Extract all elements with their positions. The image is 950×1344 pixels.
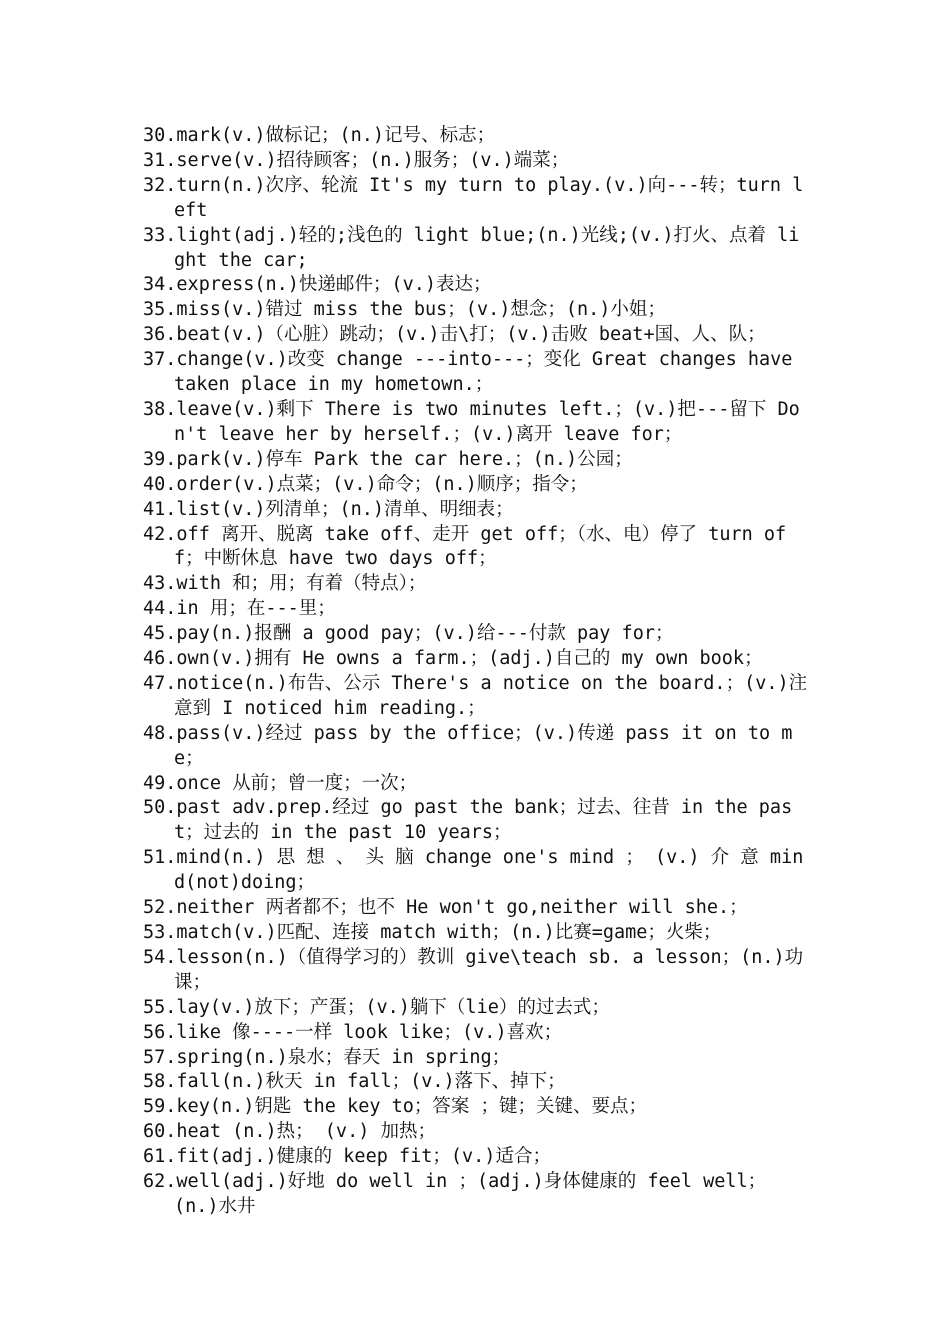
vocabulary-list	[143, 124, 808, 1220]
list-item: 47.notice(n.)布告、公示 There's a notice on the board.；(v.)注意到 I noticed him reading.；	[143, 672, 808, 719]
list-item: 43.with 和；用；有着（特点）；	[143, 573, 427, 595]
list-item: 59.key(n.)钥匙 the key to；答案 ；键；关键、要点；	[143, 1096, 648, 1118]
list-item: 40.order(v.)点菜；(v.)命令；(n.)顺序；指令；	[143, 473, 588, 495]
list-item: 57.spring(n.)泉水；春天 in spring；	[143, 1046, 511, 1068]
list-item: 52.neither 两者都不；也不 He won't go,neither will she.；	[143, 897, 748, 919]
list-item: 34.express(n.)快递邮件；(v.)表达；	[143, 274, 492, 296]
list-item: 45.pay(n.)报酬 a good pay；(v.)给---付款 pay for；	[143, 623, 674, 645]
list-item: 44.in 用；在---里；	[143, 598, 336, 620]
list-item: 51.mind(n.) 思 想 、 头 脑 change one's mind ； (v.) 介 意 mind(not)doing；	[143, 847, 804, 894]
list-item: 61.fit(adj.)健康的 keep fit；(v.)适合；	[143, 1146, 551, 1168]
list-item: 39.park(v.)停车 Park the car here.；(n.)公园；	[143, 448, 633, 470]
list-item: 53.match(v.)匹配、连接 match with；(n.)比赛=game；火柴；	[143, 922, 722, 943]
list-item: 50.past adv.prep.经过 go past the bank；过去、往昔 in the past；过去的 in the past 10 years；	[143, 797, 793, 844]
list-item: 36.beat(v.)（心脏）跳动；(v.)击\打；(v.)击败 beat+国、人、队；	[143, 324, 766, 346]
list-item: 46.own(v.)拥有 He owns a farm.；(adj.)自己的 my own book；	[143, 648, 763, 670]
list-item: 56.like 像----一样 look like；(v.)喜欢；	[143, 1021, 563, 1043]
list-item: 37.change(v.)改变 change ---into---；变化 Great changes have taken place in my hometown.；	[143, 349, 793, 396]
list-item: 30.mark(v.)做标记；(n.)记号、标志；	[143, 125, 496, 146]
list-item: 62.well(adj.)好地 do well in ；(adj.)身体健康的 feel well；(n.)水井	[143, 1171, 767, 1217]
list-item: 31.serve(v.)招待顾客；(n.)服务；(v.)端菜；	[143, 149, 570, 171]
list-item: 48.pass(v.)经过 pass by the office；(v.)传递 pass it on to me；	[143, 722, 793, 769]
list-item: 32.turn(n.)次序、轮流 It's my turn to play.(v.)向---转；turn left	[143, 174, 804, 221]
list-item: 35.miss(v.)错过 miss the bus；(v.)想念；(n.)小姐；	[143, 299, 666, 321]
list-item: 38.leave(v.)剩下 There is two minutes left.；(v.)把---留下 Don't leave her by herself.；(v.)离开 leave for；	[143, 398, 800, 445]
list-item: 54.lesson(n.)（值得学习的）教训 give\teach sb. a lesson；(n.)功课；	[143, 946, 804, 993]
list-item: 41.list(v.)列清单；(n.)清单、明细表；	[143, 498, 514, 520]
list-item: 49.once 从前；曾一度；一次；	[143, 772, 418, 794]
list-item: 60.heat (n.)热； (v.) 加热；	[143, 1121, 436, 1143]
list-item: 33.light(adj.)轻的;浅色的 light blue;(n.)光线;(v.)打火、点着 light the car;	[143, 224, 800, 271]
list-item: 58.fall(n.)秋天 in fall；(v.)落下、掉下；	[143, 1071, 566, 1093]
list-item: 55.lay(v.)放下；产蛋；(v.)躺下（lie）的过去式；	[143, 996, 610, 1018]
list-item: 42.off 离开、脱离 take off、走开 get off；（水、电）停了 turn off；中断休息 have two days off；	[143, 523, 787, 570]
